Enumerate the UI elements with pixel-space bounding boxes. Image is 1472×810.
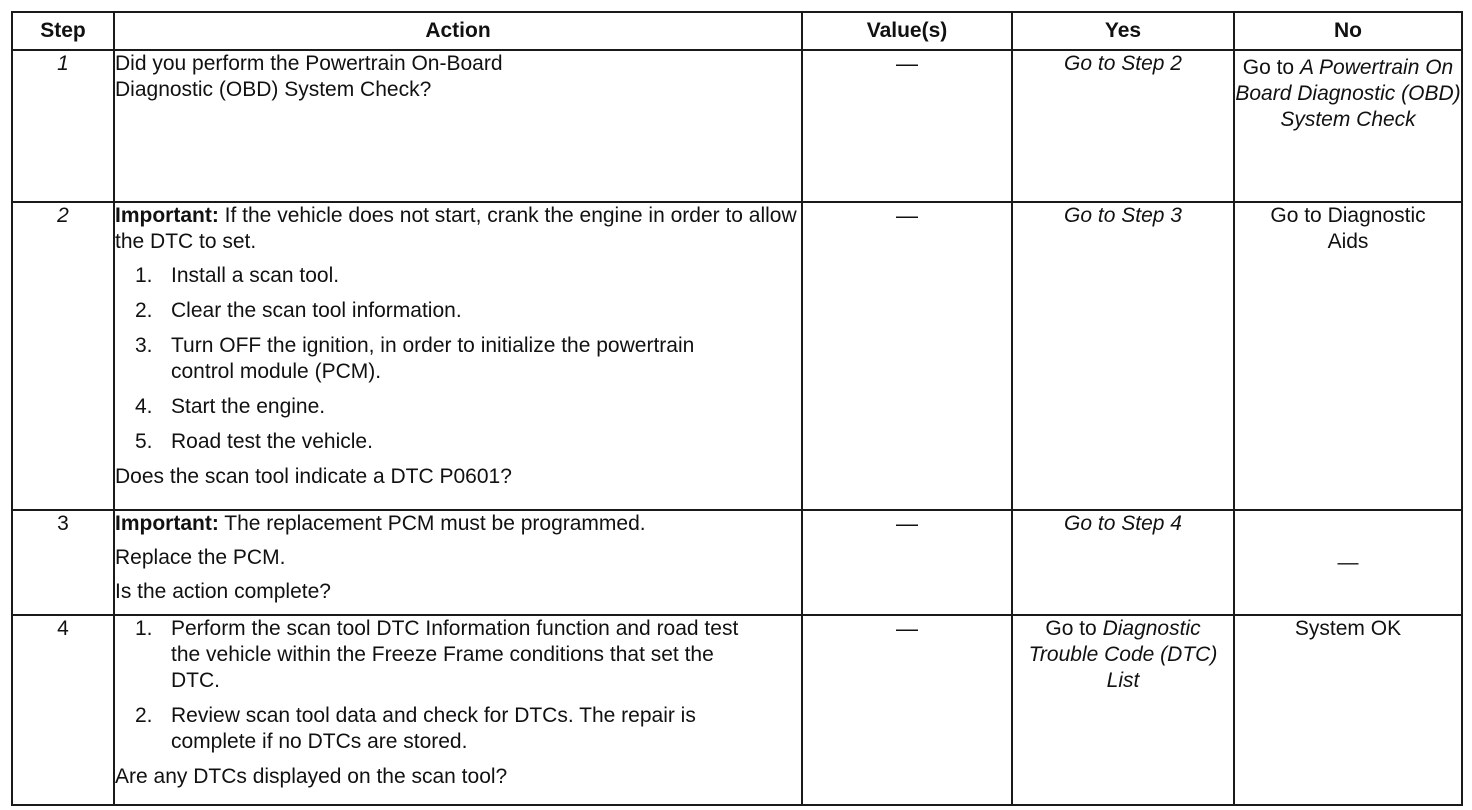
action-cell	[114, 50, 802, 202]
table-row-step-4	[12, 615, 1462, 805]
value-dash: —	[896, 511, 918, 536]
value-cell	[802, 510, 1012, 615]
important-label: Important:	[115, 512, 219, 535]
no-prefix: Go to	[1242, 56, 1300, 79]
value-cell	[802, 50, 1012, 202]
action-text: Replace the PCM.	[115, 546, 286, 569]
table-row-step-3	[12, 510, 1462, 615]
step-number	[12, 202, 114, 510]
step-number-text: 2	[57, 204, 69, 227]
value-cell	[802, 615, 1012, 805]
yes-link[interactable]: Go to Step 4	[1064, 512, 1182, 535]
value-dash: —	[896, 203, 918, 228]
no-cell	[1234, 202, 1462, 510]
step-number-text: 3	[57, 512, 69, 535]
procedure-list	[115, 263, 801, 455]
header-action: Action	[114, 12, 802, 50]
important-note	[115, 511, 801, 537]
list-item: 2. Clear the scan tool information.	[135, 299, 462, 322]
list-item: 5. Road test the vehicle.	[135, 430, 373, 453]
yes-link[interactable]: Diagnostic Trouble Code (DTC) List	[1028, 617, 1218, 692]
no-cell	[1234, 50, 1462, 202]
action-cell	[114, 615, 802, 805]
procedure-list	[115, 616, 801, 755]
yes-cell	[1012, 202, 1234, 510]
yes-link[interactable]: Go to Step 3	[1064, 204, 1182, 227]
list-item: 2. Review scan tool data and check for DTCs. The repair is complete if no DTCs are stored.	[135, 704, 696, 753]
step-number-text: 1	[57, 52, 69, 75]
question-text: Is the action complete?	[115, 580, 331, 603]
important-text: The replacement PCM must be programmed.	[218, 512, 646, 535]
step-number	[12, 615, 114, 805]
question-text: Does the scan tool indicate a DTC P0601?	[115, 465, 512, 488]
list-item: 1. Install a scan tool.	[135, 264, 340, 287]
table-row-step-1	[12, 50, 1462, 202]
action-cell	[114, 202, 802, 510]
yes-prefix: Go to	[1045, 617, 1103, 640]
no-link[interactable]: A Powertrain On Board Diagnostic (OBD) System Check	[1235, 56, 1461, 131]
step-number	[12, 510, 114, 615]
yes-cell	[1012, 615, 1234, 805]
header-values: Value(s)	[802, 12, 1012, 50]
action-cell	[114, 510, 802, 615]
question-text: Are any DTCs displayed on the scan tool?	[115, 765, 508, 788]
value-dash: —	[896, 616, 918, 641]
value-cell	[802, 202, 1012, 510]
important-note	[115, 203, 801, 255]
header-row	[12, 12, 1462, 50]
yes-cell	[1012, 50, 1234, 202]
important-text: If the vehicle does not start, crank the engine in order to allow the DTC to set.	[115, 204, 797, 253]
step-number	[12, 50, 114, 202]
list-item: 3. Turn OFF the ignition, in order to initialize the powertrain control module (PCM).	[135, 334, 695, 383]
list-item: 4. Start the engine.	[135, 395, 326, 418]
no-cell	[1234, 615, 1462, 805]
no-dash: —	[1337, 550, 1359, 574]
yes-link[interactable]: Go to Step 2	[1064, 52, 1182, 75]
no-cell	[1234, 510, 1462, 615]
header-no: No	[1234, 12, 1462, 50]
no-text: System OK	[1294, 617, 1402, 640]
table-row-step-2	[12, 202, 1462, 510]
no-link[interactable]: Go to Diagnostic Aids	[1270, 204, 1426, 253]
list-item: 1. Perform the scan tool DTC Information function and road test the vehicle within the Freeze Frame conditions that set the DTC.	[135, 617, 739, 692]
diagnostic-table	[11, 11, 1463, 806]
yes-cell	[1012, 510, 1234, 615]
important-label: Important:	[115, 204, 219, 227]
header-yes: Yes	[1012, 12, 1234, 50]
header-step: Step	[12, 12, 114, 50]
step-number-text: 4	[57, 617, 69, 640]
action-text: Did you perform the Powertrain On-Board Diagnostic (OBD) System Check?	[115, 52, 503, 101]
value-dash: —	[896, 51, 918, 76]
